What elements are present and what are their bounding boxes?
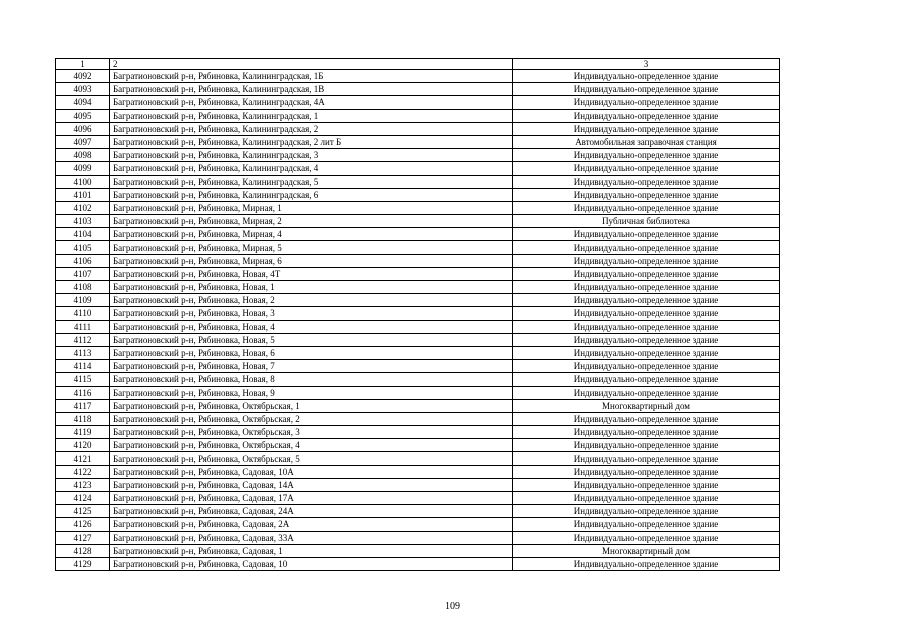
object-type-cell: Индивидуально-определенное здание xyxy=(513,294,780,307)
table-row xyxy=(56,201,780,214)
address-cell: Багратионовский р-н, Рябиновка, Новая, 2 xyxy=(110,294,513,307)
row-id-cell: 4101 xyxy=(56,188,110,201)
object-type-cell: Индивидуально-определенное здание xyxy=(513,452,780,465)
row-id-cell: 4100 xyxy=(56,175,110,188)
address-cell: Багратионовский р-н, Рябиновка, Садовая, 10А xyxy=(110,465,513,478)
table-row xyxy=(56,518,780,531)
table-row xyxy=(56,360,780,373)
row-id-cell: 4103 xyxy=(56,215,110,228)
object-type-cell: Индивидуально-определенное здание xyxy=(513,360,780,373)
address-cell: Багратионовский р-н, Рябиновка, Садовая, 2А xyxy=(110,518,513,531)
row-id-cell: 4092 xyxy=(56,70,110,83)
table-row xyxy=(56,426,780,439)
table-row xyxy=(56,320,780,333)
table-row xyxy=(56,294,780,307)
table-row xyxy=(56,412,780,425)
object-type-cell: Индивидуально-определенное здание xyxy=(513,162,780,175)
register-table-body xyxy=(56,59,780,571)
row-id-cell: 4123 xyxy=(56,478,110,491)
table-row xyxy=(56,399,780,412)
address-cell: Багратионовский р-н, Рябиновка, Новая, 4Т xyxy=(110,267,513,280)
register-table xyxy=(55,58,780,571)
address-cell: Багратионовский р-н, Рябиновка, Новая, 9 xyxy=(110,386,513,399)
object-type-cell: Индивидуально-определенное здание xyxy=(513,518,780,531)
object-type-cell: Индивидуально-определенное здание xyxy=(513,241,780,254)
row-id-cell: 4113 xyxy=(56,346,110,359)
table-row xyxy=(56,215,780,228)
table-row xyxy=(56,109,780,122)
row-id-cell: 4118 xyxy=(56,412,110,425)
address-cell: Багратионовский р-н, Рябиновка, Мирная, 2 xyxy=(110,215,513,228)
object-type-cell: Индивидуально-определенное здание xyxy=(513,426,780,439)
table-row xyxy=(56,135,780,148)
object-type-cell: Индивидуально-определенное здание xyxy=(513,109,780,122)
row-id-cell: 4107 xyxy=(56,267,110,280)
object-type-cell: Индивидуально-определенное здание xyxy=(513,333,780,346)
table-row xyxy=(56,386,780,399)
object-type-cell: Индивидуально-определенное здание xyxy=(513,307,780,320)
object-type-cell: Автомобильная заправочная станция xyxy=(513,135,780,148)
object-type-cell: Индивидуально-определенное здание xyxy=(513,557,780,570)
row-id-cell: 4109 xyxy=(56,294,110,307)
table-row xyxy=(56,175,780,188)
table-header-row xyxy=(56,59,780,70)
address-cell: Багратионовский р-н, Рябиновка, Садовая, 10 xyxy=(110,557,513,570)
object-type-cell: Многоквартирный дом xyxy=(513,544,780,557)
address-cell: Багратионовский р-н, Рябиновка, Садовая, 1 xyxy=(110,544,513,557)
address-cell: Багратионовский р-н, Рябиновка, Калининградская, 2 лит Б xyxy=(110,135,513,148)
table-row xyxy=(56,373,780,386)
table-row xyxy=(56,149,780,162)
row-id-cell: 4097 xyxy=(56,135,110,148)
object-type-cell: Индивидуально-определенное здание xyxy=(513,96,780,109)
table-row xyxy=(56,478,780,491)
table-row xyxy=(56,346,780,359)
table-row xyxy=(56,557,780,570)
object-type-cell: Индивидуально-определенное здание xyxy=(513,373,780,386)
row-id-cell: 4095 xyxy=(56,109,110,122)
table-row xyxy=(56,267,780,280)
table-row xyxy=(56,228,780,241)
column-number-1: 1 xyxy=(56,59,110,70)
row-id-cell: 4114 xyxy=(56,360,110,373)
address-cell: Багратионовский р-н, Рябиновка, Калининградская, 1 xyxy=(110,109,513,122)
row-id-cell: 4128 xyxy=(56,544,110,557)
row-id-cell: 4108 xyxy=(56,281,110,294)
address-cell: Багратионовский р-н, Рябиновка, Октябрьская, 5 xyxy=(110,452,513,465)
column-number-2: 2 xyxy=(110,59,513,70)
row-id-cell: 4116 xyxy=(56,386,110,399)
object-type-cell: Индивидуально-определенное здание xyxy=(513,149,780,162)
table-row xyxy=(56,241,780,254)
address-cell: Багратионовский р-н, Рябиновка, Новая, 1 xyxy=(110,281,513,294)
address-cell: Багратионовский р-н, Рябиновка, Садовая, 17А xyxy=(110,492,513,505)
address-cell: Багратионовский р-н, Рябиновка, Октябрьская, 2 xyxy=(110,412,513,425)
object-type-cell: Индивидуально-определенное здание xyxy=(513,188,780,201)
row-id-cell: 4125 xyxy=(56,505,110,518)
object-type-cell: Индивидуально-определенное здание xyxy=(513,412,780,425)
row-id-cell: 4121 xyxy=(56,452,110,465)
address-cell: Багратионовский р-н, Рябиновка, Новая, 6 xyxy=(110,346,513,359)
address-cell: Багратионовский р-н, Рябиновка, Калининградская, 1В xyxy=(110,83,513,96)
row-id-cell: 4106 xyxy=(56,254,110,267)
table-row xyxy=(56,122,780,135)
address-cell: Багратионовский р-н, Рябиновка, Новая, 8 xyxy=(110,373,513,386)
table-row xyxy=(56,281,780,294)
object-type-cell: Индивидуально-определенное здание xyxy=(513,320,780,333)
row-id-cell: 4105 xyxy=(56,241,110,254)
object-type-cell: Индивидуально-определенное здание xyxy=(513,281,780,294)
row-id-cell: 4094 xyxy=(56,96,110,109)
address-cell: Багратионовский р-н, Рябиновка, Октябрьская, 3 xyxy=(110,426,513,439)
object-type-cell: Индивидуально-определенное здание xyxy=(513,478,780,491)
table-row xyxy=(56,307,780,320)
object-type-cell: Индивидуально-определенное здание xyxy=(513,122,780,135)
address-cell: Багратионовский р-н, Рябиновка, Новая, 7 xyxy=(110,360,513,373)
address-cell: Багратионовский р-н, Рябиновка, Садовая, 33А xyxy=(110,531,513,544)
row-id-cell: 4126 xyxy=(56,518,110,531)
address-cell: Багратионовский р-н, Рябиновка, Калининградская, 3 xyxy=(110,149,513,162)
row-id-cell: 4096 xyxy=(56,122,110,135)
object-type-cell: Индивидуально-определенное здание xyxy=(513,83,780,96)
object-type-cell: Индивидуально-определенное здание xyxy=(513,386,780,399)
table-row xyxy=(56,162,780,175)
table-row xyxy=(56,531,780,544)
object-type-cell: Индивидуально-определенное здание xyxy=(513,465,780,478)
address-cell: Багратионовский р-н, Рябиновка, Октябрьская, 4 xyxy=(110,439,513,452)
object-type-cell: Многоквартирный дом xyxy=(513,399,780,412)
table-row xyxy=(56,70,780,83)
page-number: 109 xyxy=(445,601,460,612)
address-cell: Багратионовский р-н, Рябиновка, Мирная, 6 xyxy=(110,254,513,267)
row-id-cell: 4124 xyxy=(56,492,110,505)
table-row xyxy=(56,333,780,346)
object-type-cell: Индивидуально-определенное здание xyxy=(513,228,780,241)
address-cell: Багратионовский р-н, Рябиновка, Калининградская, 5 xyxy=(110,175,513,188)
table-row xyxy=(56,465,780,478)
address-cell: Багратионовский р-н, Рябиновка, Садовая, 24А xyxy=(110,505,513,518)
object-type-cell: Индивидуально-определенное здание xyxy=(513,267,780,280)
object-type-cell: Индивидуально-определенное здание xyxy=(513,531,780,544)
object-type-cell: Индивидуально-определенное здание xyxy=(513,492,780,505)
column-number-3: 3 xyxy=(513,59,780,70)
row-id-cell: 4112 xyxy=(56,333,110,346)
row-id-cell: 4122 xyxy=(56,465,110,478)
address-cell: Багратионовский р-н, Рябиновка, Мирная, 4 xyxy=(110,228,513,241)
row-id-cell: 4129 xyxy=(56,557,110,570)
table-row xyxy=(56,505,780,518)
address-cell: Багратионовский р-н, Рябиновка, Новая, 4 xyxy=(110,320,513,333)
row-id-cell: 4115 xyxy=(56,373,110,386)
table-row xyxy=(56,544,780,557)
row-id-cell: 4099 xyxy=(56,162,110,175)
row-id-cell: 4110 xyxy=(56,307,110,320)
object-type-cell: Индивидуально-определенное здание xyxy=(513,201,780,214)
object-type-cell: Индивидуально-определенное здание xyxy=(513,439,780,452)
object-type-cell: Индивидуально-определенное здание xyxy=(513,346,780,359)
table-row xyxy=(56,96,780,109)
address-cell: Багратионовский р-н, Рябиновка, Новая, 3 xyxy=(110,307,513,320)
address-cell: Багратионовский р-н, Рябиновка, Новая, 5 xyxy=(110,333,513,346)
object-type-cell: Индивидуально-определенное здание xyxy=(513,175,780,188)
row-id-cell: 4117 xyxy=(56,399,110,412)
address-cell: Багратионовский р-н, Рябиновка, Калининградская, 6 xyxy=(110,188,513,201)
row-id-cell: 4093 xyxy=(56,83,110,96)
address-cell: Багратионовский р-н, Рябиновка, Садовая, 14А xyxy=(110,478,513,491)
table-row xyxy=(56,439,780,452)
table-row xyxy=(56,452,780,465)
row-id-cell: 4102 xyxy=(56,201,110,214)
object-type-cell: Индивидуально-определенное здание xyxy=(513,505,780,518)
row-id-cell: 4120 xyxy=(56,439,110,452)
table-row xyxy=(56,188,780,201)
object-type-cell: Индивидуально-определенное здание xyxy=(513,70,780,83)
row-id-cell: 4111 xyxy=(56,320,110,333)
table-row xyxy=(56,492,780,505)
object-type-cell: Публичная библиотека xyxy=(513,215,780,228)
row-id-cell: 4127 xyxy=(56,531,110,544)
address-cell: Багратионовский р-н, Рябиновка, Калининградская, 4А xyxy=(110,96,513,109)
table-row xyxy=(56,254,780,267)
object-type-cell: Индивидуально-определенное здание xyxy=(513,254,780,267)
address-cell: Багратионовский р-н, Рябиновка, Октябрьская, 1 xyxy=(110,399,513,412)
row-id-cell: 4104 xyxy=(56,228,110,241)
address-cell: Багратионовский р-н, Рябиновка, Калининградская, 1Б xyxy=(110,70,513,83)
address-cell: Багратионовский р-н, Рябиновка, Мирная, 5 xyxy=(110,241,513,254)
table-row xyxy=(56,83,780,96)
address-cell: Багратионовский р-н, Рябиновка, Калининградская, 2 xyxy=(110,122,513,135)
row-id-cell: 4098 xyxy=(56,149,110,162)
address-cell: Багратионовский р-н, Рябиновка, Калининградская, 4 xyxy=(110,162,513,175)
row-id-cell: 4119 xyxy=(56,426,110,439)
address-cell: Багратионовский р-н, Рябиновка, Мирная, 1 xyxy=(110,201,513,214)
